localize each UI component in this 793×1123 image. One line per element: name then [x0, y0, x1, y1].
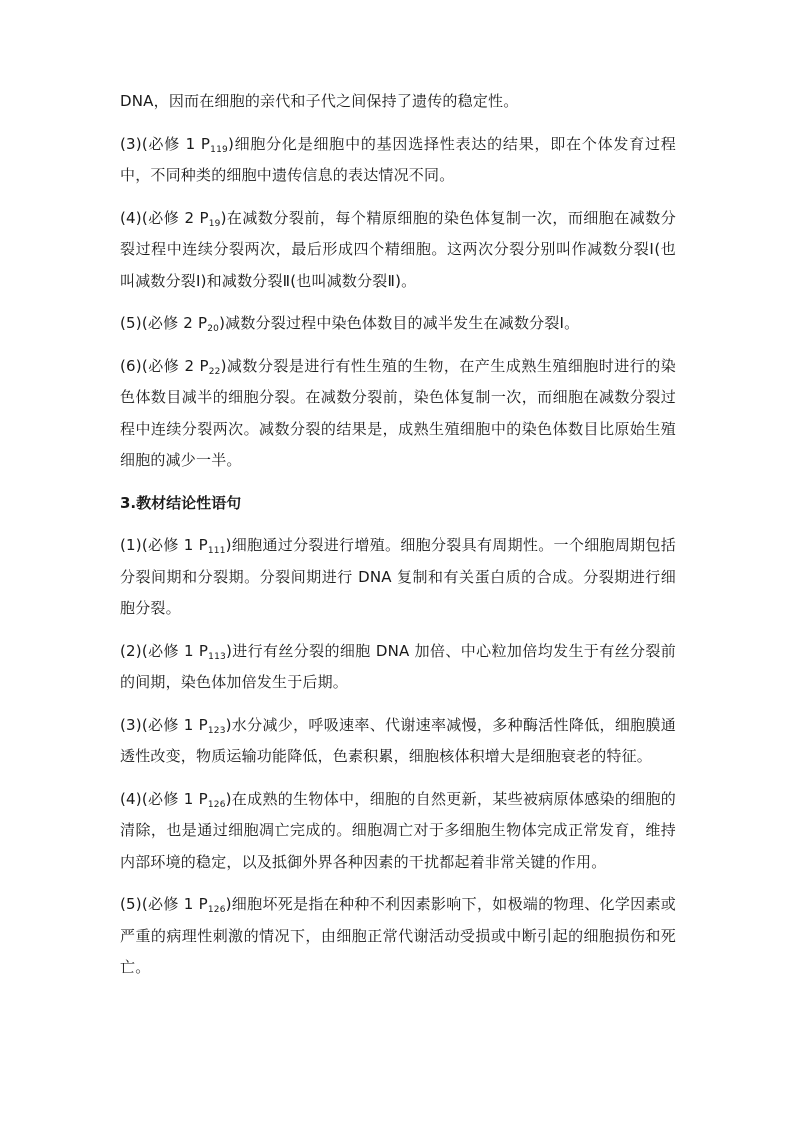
- page-subscript: 20: [207, 324, 220, 334]
- section2-item-6: [120, 351, 676, 477]
- item-text: )水分减少，呼吸速率、代谢速率减慢，多种酶活性降低，细胞膜通透性改变，物质运输功能降低，色素积累，细胞核体积增大是细胞衰老的特征。: [120, 715, 676, 765]
- item-prefix: (5)(必修 1 P: [120, 895, 208, 913]
- page-subscript: 22: [208, 366, 221, 377]
- section2-item-3: [120, 129, 676, 192]
- page-subscript: 19: [208, 218, 221, 229]
- item-text: )减数分裂过程中染色体数目的减半发生在减数分裂Ⅰ。: [219, 314, 580, 332]
- item-text: )减数分裂是进行有性生殖的生物，在产生成熟生殖细胞时进行的染色体数目减半的细胞分裂。在减数分裂前，染色体复制一次，而细胞在减数分裂过程中连续分裂两次。减数分裂的结果是，成熟生殖细胞中的染色体数目比原始生殖细胞的减少一半。: [120, 356, 676, 469]
- section3-heading: 3.教材结论性语句: [120, 493, 242, 512]
- item-text: )细胞坏死是指在种种不利因素影响下，如极端的物理、化学因素或严重的病理性刺激的情况下，由细胞正常代谢活动受损或中断引起的细胞损伤和死亡。: [120, 895, 676, 976]
- item-prefix: (3)(必修 1 P: [120, 715, 208, 734]
- section2-item-4: [120, 203, 676, 298]
- section3-item-2: [120, 636, 676, 699]
- section3-item-3: [120, 710, 676, 773]
- item-prefix: (2)(必修 1 P: [120, 641, 209, 660]
- section3-item-4: [120, 784, 676, 879]
- section3-item-5: [120, 889, 676, 984]
- item-prefix: (5)(必修 2 P: [120, 314, 208, 332]
- page-subscript: 113: [208, 651, 226, 662]
- page-subscript: 126: [207, 799, 226, 810]
- page-subscript: 111: [207, 546, 226, 556]
- item-text: )细胞分化是细胞中的基因选择性表达的结果，即在个体发育过程中，不同种类的细胞中遗传信息的表达情况不同。: [120, 134, 676, 184]
- item-prefix: (4)(必修 2 P: [120, 208, 209, 227]
- item-text: )在减数分裂前，每个精原细胞的染色体复制一次，而细胞在减数分裂过程中连续分裂两次，最后形成四个精细胞。这两次分裂分别叫作减数分裂Ⅰ(也叫减数分裂Ⅰ)和减数分裂Ⅱ(也叫减数分裂Ⅱ)。: [120, 208, 676, 290]
- item-text: )进行有丝分裂的细胞 DNA 加倍、中心粒加倍均发生于有丝分裂前的间期，染色体加倍发生于后期。: [120, 641, 676, 691]
- item-prefix: (1)(必修 1 P: [120, 536, 208, 554]
- section3-item-1: [120, 530, 676, 625]
- item-prefix: (3)(必修 1 P: [120, 134, 211, 153]
- document-page: [120, 86, 676, 995]
- page-subscript: 126: [207, 905, 226, 915]
- item-prefix: (4)(必修 1 P: [120, 789, 208, 808]
- section2-item-5: [120, 308, 676, 340]
- page-subscript: 123: [207, 725, 226, 736]
- page-subscript: 119: [210, 144, 228, 155]
- item-text: )细胞通过分裂进行增殖。细胞分裂具有周期性。一个细胞周期包括分裂间期和分裂期。分裂间期进行 DNA 复制和有关蛋白质的合成。分裂期进行细胞分裂。: [120, 536, 676, 617]
- intro-paragraph: DNA，因而在细胞的亲代和子代之间保持了遗传的稳定性。: [120, 92, 519, 110]
- item-text: )在成熟的生物体中，细胞的自然更新，某些被病原体感染的细胞的清除，也是通过细胞凋亡完成的。细胞凋亡对于多细胞生物体完成正常发育，维持内部环境的稳定，以及抵御外界各种因素的干扰都起着非常关键的作用。: [120, 789, 676, 871]
- item-prefix: (6)(必修 2 P: [120, 356, 209, 375]
